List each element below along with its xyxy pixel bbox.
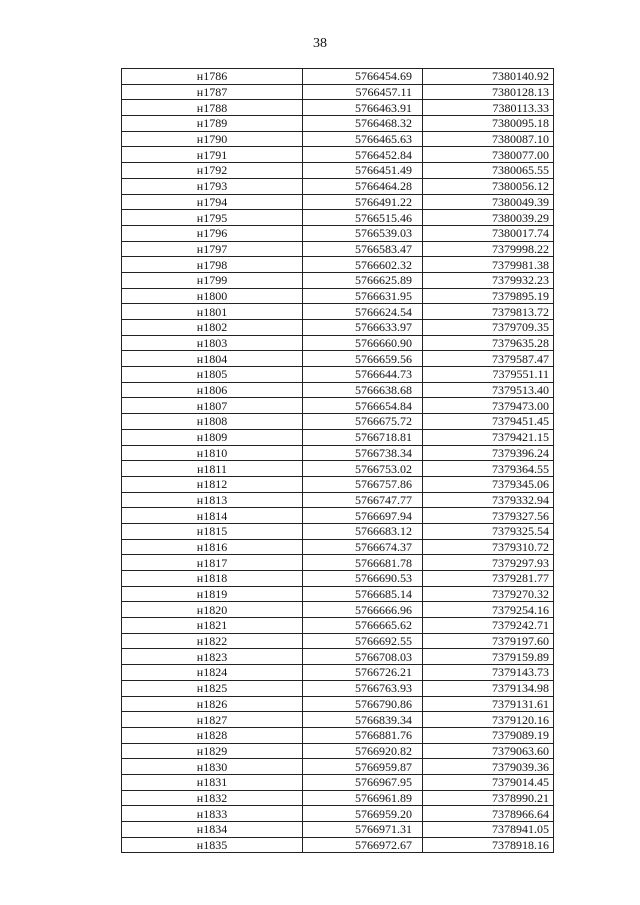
y-coordinate-cell: 7379134.98	[423, 680, 554, 696]
x-coordinate-cell: 5766454.69	[303, 69, 423, 85]
point-name-cell: н1805	[122, 367, 303, 383]
table-row	[122, 382, 554, 398]
x-coordinate-cell: 5766468.32	[303, 116, 423, 132]
x-coordinate-cell: 5766967.95	[303, 774, 423, 790]
point-name-cell: н1800	[122, 288, 303, 304]
table-row	[122, 508, 554, 524]
x-coordinate-cell: 5766675.72	[303, 414, 423, 430]
table-row	[122, 257, 554, 273]
x-coordinate-cell: 5766457.11	[303, 84, 423, 100]
x-coordinate-cell: 5766757.86	[303, 476, 423, 492]
x-coordinate-cell: 5766674.37	[303, 539, 423, 555]
point-name-cell: н1815	[122, 523, 303, 539]
table-row	[122, 476, 554, 492]
y-coordinate-cell: 7380017.74	[423, 225, 554, 241]
y-coordinate-cell: 7379131.61	[423, 696, 554, 712]
table-row	[122, 100, 554, 116]
table-row	[122, 727, 554, 743]
coordinates-table	[121, 68, 554, 853]
y-coordinate-cell: 7379310.72	[423, 539, 554, 555]
table-row	[122, 822, 554, 838]
x-coordinate-cell: 5766451.49	[303, 163, 423, 179]
point-name-cell: н1796	[122, 225, 303, 241]
x-coordinate-cell: 5766625.89	[303, 272, 423, 288]
table-row	[122, 398, 554, 414]
x-coordinate-cell: 5766465.63	[303, 131, 423, 147]
y-coordinate-cell: 7379345.06	[423, 476, 554, 492]
y-coordinate-cell: 7379895.19	[423, 288, 554, 304]
point-name-cell: н1810	[122, 445, 303, 461]
y-coordinate-cell: 7379421.15	[423, 429, 554, 445]
point-name-cell: н1823	[122, 649, 303, 665]
x-coordinate-cell: 5766654.84	[303, 398, 423, 414]
table-row	[122, 586, 554, 602]
y-coordinate-cell: 7380087.10	[423, 131, 554, 147]
point-name-cell: н1793	[122, 178, 303, 194]
table-row	[122, 555, 554, 571]
y-coordinate-cell: 7379325.54	[423, 523, 554, 539]
table-row	[122, 272, 554, 288]
x-coordinate-cell: 5766692.55	[303, 633, 423, 649]
table-row	[122, 492, 554, 508]
x-coordinate-cell: 5766583.47	[303, 241, 423, 257]
y-coordinate-cell: 7379932.23	[423, 272, 554, 288]
point-name-cell: н1819	[122, 586, 303, 602]
y-coordinate-cell: 7380128.13	[423, 84, 554, 100]
table-row	[122, 288, 554, 304]
y-coordinate-cell: 7379297.93	[423, 555, 554, 571]
y-coordinate-cell: 7379197.60	[423, 633, 554, 649]
y-coordinate-cell: 7378990.21	[423, 790, 554, 806]
table-row	[122, 602, 554, 618]
point-name-cell: н1818	[122, 571, 303, 587]
x-coordinate-cell: 5766665.62	[303, 618, 423, 634]
y-coordinate-cell: 7379270.32	[423, 586, 554, 602]
y-coordinate-cell: 7379089.19	[423, 727, 554, 743]
point-name-cell: н1821	[122, 618, 303, 634]
point-name-cell: н1814	[122, 508, 303, 524]
point-name-cell: н1797	[122, 241, 303, 257]
table-row	[122, 759, 554, 775]
point-name-cell: н1789	[122, 116, 303, 132]
x-coordinate-cell: 5766790.86	[303, 696, 423, 712]
table-row	[122, 241, 554, 257]
y-coordinate-cell: 7380077.00	[423, 147, 554, 163]
x-coordinate-cell: 5766644.73	[303, 367, 423, 383]
x-coordinate-cell: 5766753.02	[303, 461, 423, 477]
point-name-cell: н1828	[122, 727, 303, 743]
point-name-cell: н1820	[122, 602, 303, 618]
table-row	[122, 320, 554, 336]
x-coordinate-cell: 5766881.76	[303, 727, 423, 743]
y-coordinate-cell: 7379473.00	[423, 398, 554, 414]
table-row	[122, 696, 554, 712]
x-coordinate-cell: 5766708.03	[303, 649, 423, 665]
table-row	[122, 116, 554, 132]
table-row	[122, 210, 554, 226]
x-coordinate-cell: 5766959.20	[303, 806, 423, 822]
point-name-cell: н1795	[122, 210, 303, 226]
y-coordinate-cell: 7379120.16	[423, 712, 554, 728]
point-name-cell: н1816	[122, 539, 303, 555]
point-name-cell: н1834	[122, 822, 303, 838]
y-coordinate-cell: 7380095.18	[423, 116, 554, 132]
y-coordinate-cell: 7379063.60	[423, 743, 554, 759]
point-name-cell: н1827	[122, 712, 303, 728]
point-name-cell: н1811	[122, 461, 303, 477]
point-name-cell: н1799	[122, 272, 303, 288]
y-coordinate-cell: 7378966.64	[423, 806, 554, 822]
y-coordinate-cell: 7379159.89	[423, 649, 554, 665]
y-coordinate-cell: 7379039.36	[423, 759, 554, 775]
x-coordinate-cell: 5766726.21	[303, 665, 423, 681]
table-row	[122, 523, 554, 539]
point-name-cell: н1826	[122, 696, 303, 712]
point-name-cell: н1835	[122, 837, 303, 853]
coordinates-table-body	[122, 69, 554, 853]
y-coordinate-cell: 7379709.35	[423, 320, 554, 336]
point-name-cell: н1802	[122, 320, 303, 336]
table-row	[122, 837, 554, 853]
point-name-cell: н1791	[122, 147, 303, 163]
table-row	[122, 225, 554, 241]
page-number: 38	[313, 36, 327, 51]
x-coordinate-cell: 5766681.78	[303, 555, 423, 571]
y-coordinate-cell: 7378941.05	[423, 822, 554, 838]
point-name-cell: н1807	[122, 398, 303, 414]
point-name-cell: н1786	[122, 69, 303, 85]
point-name-cell: н1813	[122, 492, 303, 508]
table-row	[122, 367, 554, 383]
x-coordinate-cell: 5766763.93	[303, 680, 423, 696]
table-row	[122, 69, 554, 85]
table-row	[122, 774, 554, 790]
table-row	[122, 147, 554, 163]
y-coordinate-cell: 7379551.11	[423, 367, 554, 383]
y-coordinate-cell: 7379396.24	[423, 445, 554, 461]
y-coordinate-cell: 7379332.94	[423, 492, 554, 508]
point-name-cell: н1809	[122, 429, 303, 445]
table-row	[122, 429, 554, 445]
table-row	[122, 304, 554, 320]
y-coordinate-cell: 7379587.47	[423, 351, 554, 367]
x-coordinate-cell: 5766624.54	[303, 304, 423, 320]
y-coordinate-cell: 7379513.40	[423, 382, 554, 398]
y-coordinate-cell: 7378918.16	[423, 837, 554, 853]
table-row	[122, 414, 554, 430]
x-coordinate-cell: 5766659.56	[303, 351, 423, 367]
point-name-cell: н1801	[122, 304, 303, 320]
x-coordinate-cell: 5766515.46	[303, 210, 423, 226]
table-row	[122, 633, 554, 649]
x-coordinate-cell: 5766464.28	[303, 178, 423, 194]
y-coordinate-cell: 7380039.29	[423, 210, 554, 226]
table-row	[122, 790, 554, 806]
y-coordinate-cell: 7379813.72	[423, 304, 554, 320]
point-name-cell: н1831	[122, 774, 303, 790]
x-coordinate-cell: 5766666.96	[303, 602, 423, 618]
point-name-cell: н1787	[122, 84, 303, 100]
x-coordinate-cell: 5766747.77	[303, 492, 423, 508]
x-coordinate-cell: 5766463.91	[303, 100, 423, 116]
point-name-cell: н1808	[122, 414, 303, 430]
y-coordinate-cell: 7379635.28	[423, 335, 554, 351]
y-coordinate-cell: 7380113.33	[423, 100, 554, 116]
x-coordinate-cell: 5766959.87	[303, 759, 423, 775]
point-name-cell: н1794	[122, 194, 303, 210]
x-coordinate-cell: 5766718.81	[303, 429, 423, 445]
point-name-cell: н1833	[122, 806, 303, 822]
point-name-cell: н1817	[122, 555, 303, 571]
x-coordinate-cell: 5766452.84	[303, 147, 423, 163]
x-coordinate-cell: 5766920.82	[303, 743, 423, 759]
table-row	[122, 84, 554, 100]
x-coordinate-cell: 5766602.32	[303, 257, 423, 273]
point-name-cell: н1803	[122, 335, 303, 351]
x-coordinate-cell: 5766491.22	[303, 194, 423, 210]
point-name-cell: н1825	[122, 680, 303, 696]
x-coordinate-cell: 5766633.97	[303, 320, 423, 336]
point-name-cell: н1804	[122, 351, 303, 367]
y-coordinate-cell: 7379242.71	[423, 618, 554, 634]
point-name-cell: н1790	[122, 131, 303, 147]
point-name-cell: н1829	[122, 743, 303, 759]
y-coordinate-cell: 7380049.39	[423, 194, 554, 210]
y-coordinate-cell: 7379327.56	[423, 508, 554, 524]
table-row	[122, 163, 554, 179]
y-coordinate-cell: 7380140.92	[423, 69, 554, 85]
point-name-cell: н1792	[122, 163, 303, 179]
x-coordinate-cell: 5766638.68	[303, 382, 423, 398]
x-coordinate-cell: 5766631.95	[303, 288, 423, 304]
table-row	[122, 743, 554, 759]
x-coordinate-cell: 5766971.31	[303, 822, 423, 838]
table-row	[122, 351, 554, 367]
y-coordinate-cell: 7380065.55	[423, 163, 554, 179]
table-row	[122, 461, 554, 477]
x-coordinate-cell: 5766972.67	[303, 837, 423, 853]
point-name-cell: н1798	[122, 257, 303, 273]
x-coordinate-cell: 5766738.34	[303, 445, 423, 461]
table-row	[122, 335, 554, 351]
point-name-cell: н1812	[122, 476, 303, 492]
y-coordinate-cell: 7379281.77	[423, 571, 554, 587]
table-row	[122, 618, 554, 634]
y-coordinate-cell: 7380056.12	[423, 178, 554, 194]
table-row	[122, 194, 554, 210]
point-name-cell: н1824	[122, 665, 303, 681]
table-row	[122, 571, 554, 587]
table-row	[122, 806, 554, 822]
table-row	[122, 712, 554, 728]
x-coordinate-cell: 5766961.89	[303, 790, 423, 806]
y-coordinate-cell: 7379364.55	[423, 461, 554, 477]
x-coordinate-cell: 5766839.34	[303, 712, 423, 728]
table-row	[122, 680, 554, 696]
x-coordinate-cell: 5766690.53	[303, 571, 423, 587]
point-name-cell: н1788	[122, 100, 303, 116]
table-row	[122, 539, 554, 555]
x-coordinate-cell: 5766539.03	[303, 225, 423, 241]
x-coordinate-cell: 5766697.94	[303, 508, 423, 524]
y-coordinate-cell: 7379014.45	[423, 774, 554, 790]
table-row	[122, 665, 554, 681]
y-coordinate-cell: 7379981.38	[423, 257, 554, 273]
point-name-cell: н1830	[122, 759, 303, 775]
table-row	[122, 649, 554, 665]
y-coordinate-cell: 7379451.45	[423, 414, 554, 430]
point-name-cell: н1806	[122, 382, 303, 398]
y-coordinate-cell: 7379998.22	[423, 241, 554, 257]
x-coordinate-cell: 5766685.14	[303, 586, 423, 602]
point-name-cell: н1822	[122, 633, 303, 649]
x-coordinate-cell: 5766683.12	[303, 523, 423, 539]
table-row	[122, 178, 554, 194]
table-row	[122, 131, 554, 147]
y-coordinate-cell: 7379254.16	[423, 602, 554, 618]
table-row	[122, 445, 554, 461]
y-coordinate-cell: 7379143.73	[423, 665, 554, 681]
x-coordinate-cell: 5766660.90	[303, 335, 423, 351]
point-name-cell: н1832	[122, 790, 303, 806]
